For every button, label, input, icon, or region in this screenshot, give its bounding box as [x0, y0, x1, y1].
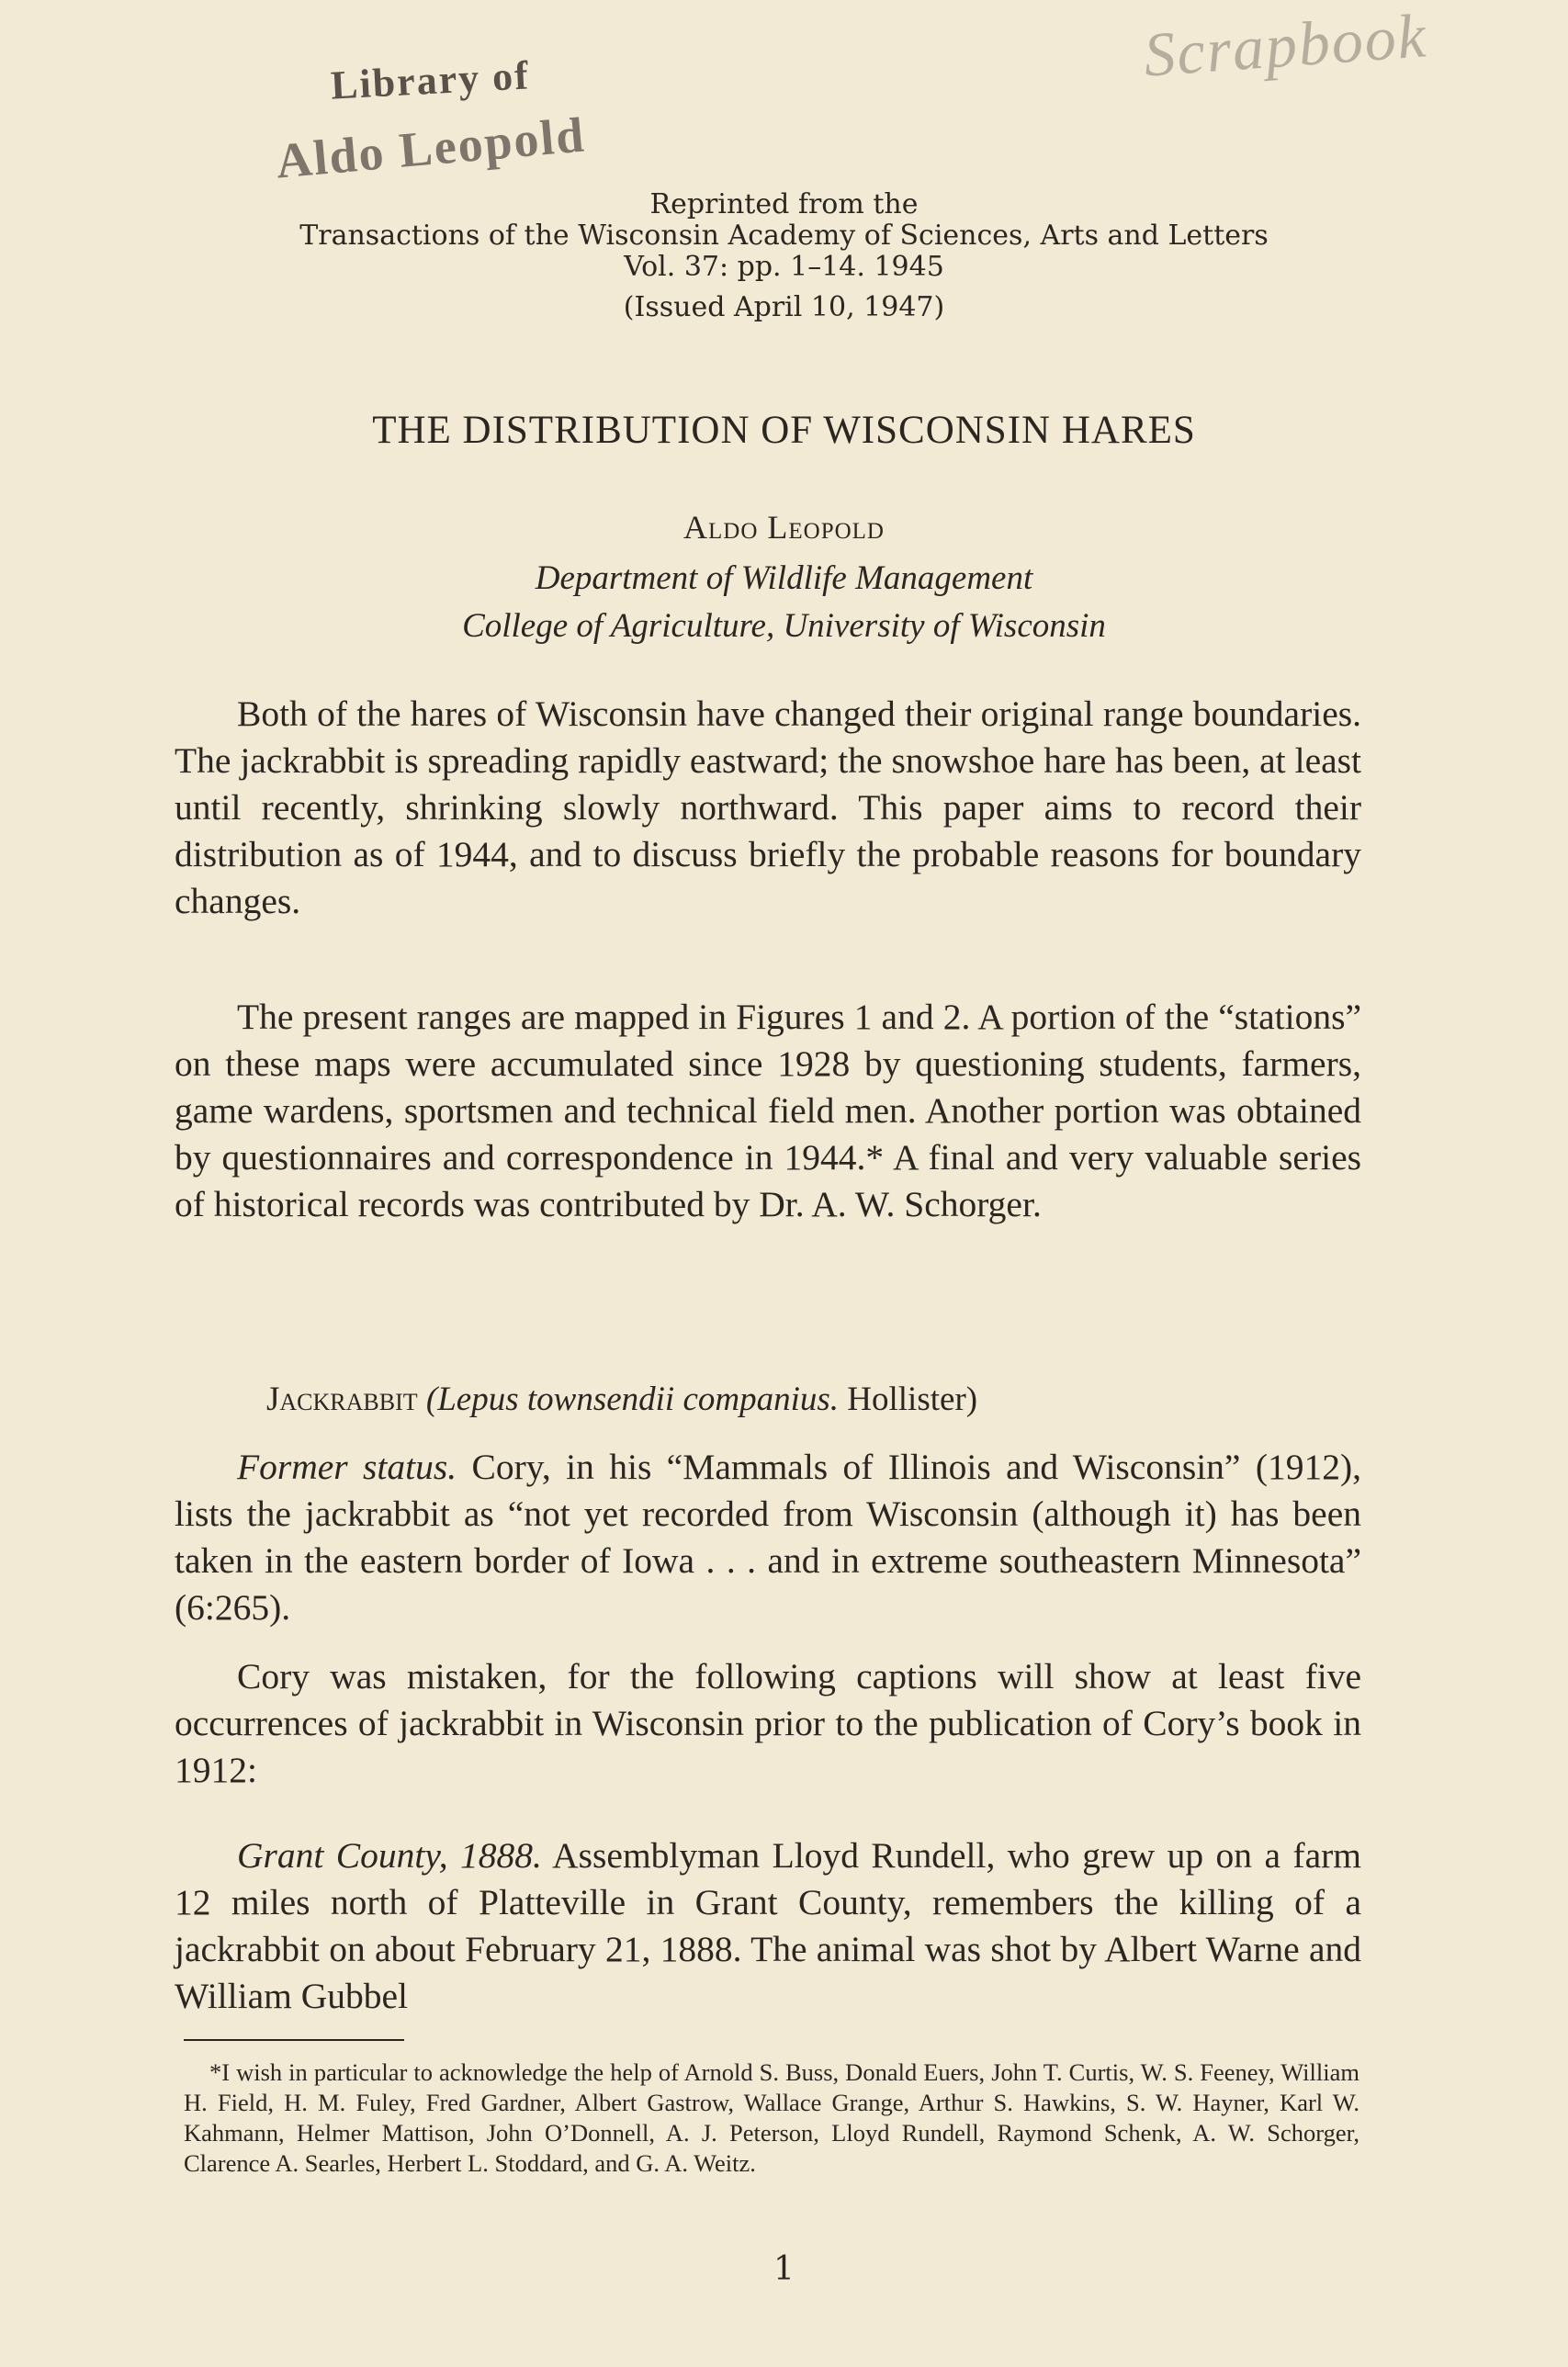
paragraph-ranges	[175, 994, 1361, 1228]
handwritten-note: Scrapbook	[1141, 0, 1430, 90]
grant-county-text: Assemblyman Lloyd Rundell, who grew up on a farm 12 miles north of Platteville in Grant County, remembers the killing of a jackrabbit on about February 21, 1888. The animal was shot by Albert Warne and William Gubbel	[175, 1835, 1361, 2016]
volume-line: Vol. 37: pp. 1–14. 1945	[624, 251, 944, 283]
footnote	[184, 2057, 1359, 2179]
paragraph-former-status	[175, 1444, 1361, 1631]
author-name: Aldo Leopold	[683, 509, 885, 546]
page-number: 1	[773, 2250, 795, 2288]
paragraph-ranges-text: The present ranges are mapped in Figures 1 and 2. A portion of the “stations” on these maps were accumulated since 1928 by questioning students, farmers, game wardens, sportsmen and technical field men. Another portion was obtained by questionnaires and correspondence in 1944.* A final and very valuable series of historical records was contributed by Dr. A. W. Schorger.	[175, 997, 1361, 1224]
affiliation-department: Department of Wildlife Management	[535, 559, 1033, 597]
reprint-line: Reprinted from the	[649, 188, 919, 220]
section-heading-authority: Hollister)	[847, 1381, 978, 1418]
former-status-text: Cory, in his “Mammals of Illinois and Wisconsin” (1912), lists the jackrabbit as “not yet recorded from Wisconsin (although it) has been taken in the eastern border of Iowa . . . and in extreme southeastern Minnesota” (6:265).	[175, 1447, 1361, 1628]
library-stamp-line1: Library of	[329, 52, 531, 108]
footnote-rule	[184, 2039, 404, 2041]
paragraph-intro-text: Both of the hares of Wisconsin have changed their original range boundaries. The jackrabbit is spreading rapidly eastward; the snowshoe hare has been, at least until recently, shrinking slowly northward. This paper aims to record their distribution as of 1944, and to discuss briefly the probable reasons for boundary changes.	[175, 693, 1361, 921]
library-stamp-line2: Aldo Leopold	[274, 107, 588, 189]
footnote-text: *I wish in particular to acknowledge the help of Arnold S. Buss, Donald Euers, John T. Curtis, W. S. Feeney, William H. Field, H. M. Fuley, Fred Gardner, Albert Gastrow, Wallace Grange, Arthur S. Hawkins, S. W. Hayner, Karl W. Kahmann, Helmer Mattison, John O’Donnell, A. J. Peterson, Lloyd Rundell, Raymond Schenk, A. W. Schorger, Clarence A. Searles, Herbert L. Stoddard, and G. A. Weitz.	[184, 2058, 1359, 2177]
issued-line: (Issued April 10, 1947)	[623, 291, 945, 323]
paragraph-cory-text: Cory was mistaken, for the following captions will show at least five occurrences of jackrabbit in Wisconsin prior to the publication of Cory’s book in 1912:	[175, 1656, 1361, 1790]
section-heading-name: Jackrabbit	[266, 1381, 418, 1418]
paragraph-cory	[175, 1653, 1361, 1794]
former-status-label: Former status.	[237, 1447, 457, 1487]
journal-line: Transactions of the Wisconsin Academy of Sciences, Arts and Letters	[299, 220, 1269, 252]
section-heading-jackrabbit	[266, 1380, 977, 1419]
paragraph-intro	[175, 691, 1361, 925]
paragraph-grant-county	[175, 1832, 1361, 2020]
section-heading-latin: (Lepus townsendii companius.	[425, 1381, 840, 1418]
grant-county-label: Grant County, 1888.	[237, 1835, 542, 1876]
paper-title: THE DISTRIBUTION OF WISCONSIN HARES	[372, 409, 1196, 452]
affiliation-college: College of Agriculture, University of Wisconsin	[462, 607, 1106, 645]
